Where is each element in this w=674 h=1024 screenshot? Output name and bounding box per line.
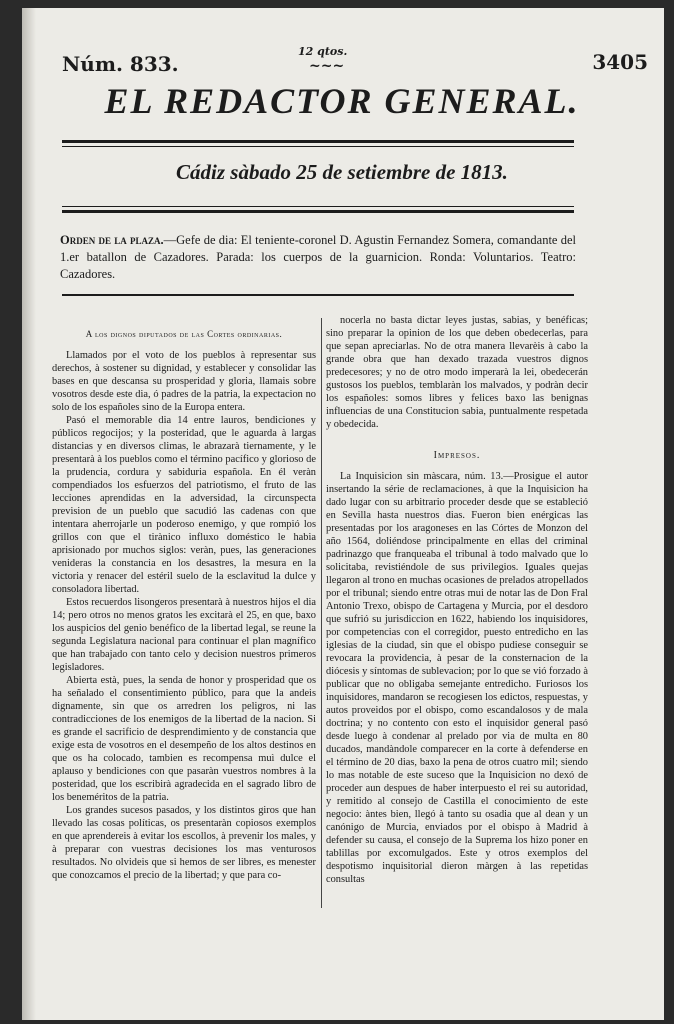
issue-date: Cádiz sàbado 25 de setiembre de 1813. <box>176 160 508 184</box>
page-fold-shadow <box>22 8 36 1020</box>
paragraph: Estos recuerdos lisongeros presentarà à nuestros hijos el dia 14; pero otros no menos gratos les excitarà el 25, en que, baxo los auspicios del genio benéfico de la libertad legal, se reune la segunda Legislatura nacional para continuar el plan magnífico que han trabajado con tanto celo y decision nuestros primeros legisladores. <box>52 597 316 673</box>
rule-top-thick <box>62 140 574 143</box>
rule-top-thin <box>62 146 574 147</box>
rule-orden-bottom <box>62 294 574 296</box>
article-heading: A los dignos diputados de las Cortes ordinarias. <box>85 329 283 339</box>
orden-label: Orden de la plaza. <box>60 233 164 247</box>
newspaper-page <box>22 8 664 1020</box>
orden-de-la-plaza <box>60 232 576 283</box>
issue-number: Núm. 833. <box>62 52 179 76</box>
column-divider <box>321 318 322 908</box>
rule-mid-thin <box>62 206 574 207</box>
paragraph: Pasó el memorable dia 14 entre lauros, bendiciones y públicos regocijos; y la posteridad, que le aguarda à largas distancias y en diversos climas, le abrazarà tiernamente, y le presentarà à los pueblos como el término pacífico y glorioso de la prudencia, cordura y sabiduria española. En él veràn compendiados los esfuerzos del patriotismo, el fruto de las lecciones aprendidas en la adversidad, la circunspecta prevision de un pueblo que sacudió las cadenas con que intentara aherrojarle un poderoso enemigo, y que rompió los grillos con que el tirànico influxo doméstico le habia aprisionado por muchos siglos: veràn, pues, las generaciones venideras la constancia en los desastres, la mesura en la victoria y renacer del estéril suelo de la esclavitud la dulce y consoladora libertad. <box>52 415 316 595</box>
paragraph: Los grandes sucesos pasados, y los distintos giros que han llevado las cosas políticas, os presentaràn copiosos exemplos en que aprendereis à evitar los escollos, à prevenir los males, y à preparar con vuestras decisiones los mas venturosos resultados. No olvideis que si hemos de ser libres, es menester que conozcamos el precio de la libertad; y que para co- <box>52 805 316 881</box>
section-heading-impresos: Impresos. <box>433 450 481 461</box>
left-column <box>52 314 316 882</box>
right-column <box>326 314 588 886</box>
paragraph: Llamados por el voto de los pueblos à representar sus derechos, à sostener su dignidad, y establecer y consolidar las bases en que descansa su prosperidad y gloria, llamais sobre vosotros desde este dia, ó padres de la patria, la expectacion no solo de los españoles sino de la Europa entera. <box>52 350 316 413</box>
page-number: 3405 <box>592 50 648 74</box>
paragraph: La Inquisicion sin màscara, núm. 13.—Prosigue el autor insertando la série de reclamaciones, à que la Inquisicion ha dado lugar con su arbitrario proceder desde que se estableció en Sevilla hasta nuestros dias. Fueron bien enérgicas las presentadas por los aragoneses en las Córtes de Monzon del año 1564, doliéndose principalmente en ellas del criminal padrinazgo que franqueaba el tribunal à todo malvado que lo solicitaba, revistiéndole de sus privilegios. Iguales quejas llegaron al trono en muchas ocasiones de prelados atropellados por el tribunal; siendo entre otras mui de notar las de Don Fral Antonio Trexo, obispo de Cartagena y Murcia, por el desdoro que sufrió su jurisdiccion en 1622, habiendo los inquisidores, por competencias con el corregidor, puesto entredicho en las iglesias de la ciudad, sin que el obispo pudiese conseguir se revocara la providencia, à pesar de la consternacion de la diócesis y síntomas de sublevacion; por lo que se vió forzado à publicar que no obligaba semejante entredicho. Furiosos los inquisidores, mandaron se recogiesen los edictos, respuestas, y autos proveidos por el obispo, como escandalosos y de mala doctrina; y no contento con esto el inquisidor general pasó desde luego à condenar al prelado por via de multa en 80 ducados, mandàndole comparecer en la corte à defenderse en el término de 20 dias, baxo la pena de otros cuatro mil; siendo lo mas notable de este suceso que la Inquisicion no dexó de proceder aun despues de haber interpuesto el rei su autoridad, y remitido al consejo de Castilla el conocimiento de este negocio: àntes bien, llegó à tanto su osadia que al dean y un canónigo de Murcia, enviados por el obispo à Madrid à defender su causa, el consejo de la Suprema los hizo poner en tablillas por excomulgados. Este y otros exemplos del despotismo inquisitorial dieron màrgen à las repetidas consultas <box>326 471 588 885</box>
price-flourish: ~~~ <box>309 58 345 74</box>
orden-text: —Gefe de dia: El teniente-coronel D. Agustin Fernandez Somera, comandante del 1.er batallon de Cazadores. Parada: los cuerpos de la guarnicion. Ronda: Voluntarios. Teatro: Cazadores. <box>60 233 577 281</box>
rule-mid-thick <box>62 210 574 213</box>
paragraph: Abierta està, pues, la senda de honor y prosperidad que os ha señalado el consentimiento público, para que la andeis dignamente, sin que os arredren los peligros, ni las contradicciones de los enemigos de la libertad de la nacion. Si es grande el sacrificio de desprendimiento y de constancia que exige esta de vosotros en el desempeño de los altos destinos en que os ha colocado, tambien es recompensa muì dulce el aplauso y bendiciones con que pasaràn vuestros nombres à la posteridad, que los escribirà agradecida en el sagrado libro de los beneméritos de la patria. <box>52 675 316 803</box>
newspaper-title: EL REDACTOR GENERAL. <box>104 81 580 121</box>
price: 12 qtos. <box>298 45 348 58</box>
paragraph: nocerla no basta dictar leyes justas, sabias, y benéficas; sino preparar la opinion de los que deben obedecerlas, para que sepan apreciarlas. No de otra manera llevarèis à cabo la grande obra que han dexado trazada vuestros dignos predecesores; y no de otro modo imperarà la lei, obedecerán gustosos los pueblos, temblaràn los malvados, y podràn decir los españoles: somos libres y felices baxo las benignas influencias de una Constitucion sabia, puntualmente respetada y obedecida. <box>326 315 588 430</box>
